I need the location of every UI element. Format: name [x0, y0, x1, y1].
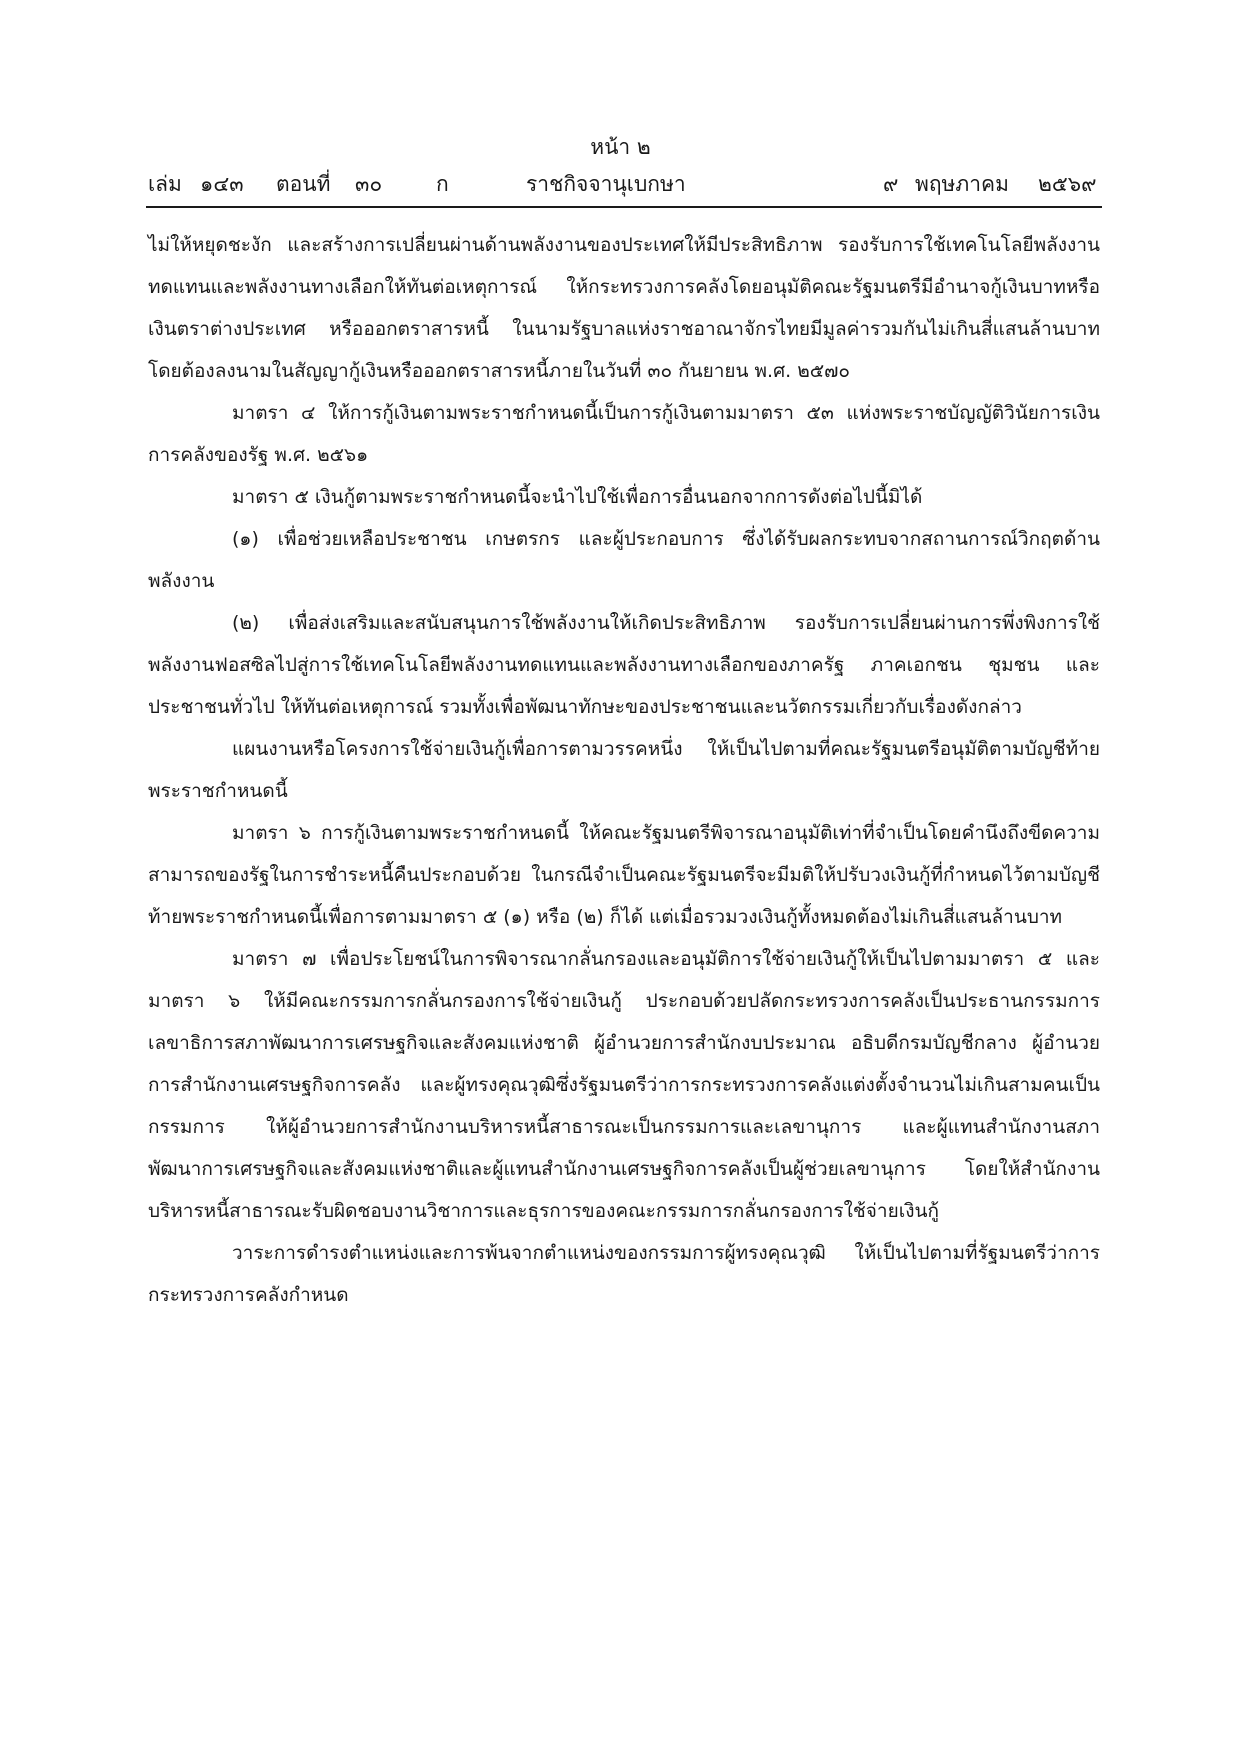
section-5-item-2: (๒) เพื่อส่งเสริมและสนับสนุนการใช้พลังงานให้เกิดประสิทธิภาพ รองรับการเปลี่ยนผ่านการพึ่งพิงการใช้พลังงานฟอสซิลไปสู่การใช้เทคโนโลยีพลังงานทดแทนและพลังงานทางเลือกของภาครัฐ ภาคเอกชน ชุมชน และประชาชนทั่วไป ให้ทันต่อเหตุการณ์ รวมทั้งเพื่อพัฒนาทักษะของประชาชนและนวัตกรรมเกี่ยวกับเรื่องดังกล่าว	[148, 612, 1100, 718]
paragraph-continuation: ไม่ให้หยุดชะงัก และสร้างการเปลี่ยนผ่านด้านพลังงานของประเทศให้มีประสิทธิภาพ รองรับการใช้เทคโนโลยีพลังงานทดแทนและพลังงานทางเลือกให้ทันต่อเหตุการณ์ ให้กระทรวงการคลังโดยอนุมัติคณะรัฐมนตรีมีอำนาจกู้เงินบาทหรือเงินตราต่างประเทศ หรือออกตราสารหนี้ ในนามรัฐบาลแห่งราชอาณาจักรไทยมีมูลค่ารวมกันไม่เกินสี่แสนล้านบาท โดยต้องลงนามในสัญญากู้เงินหรือออกตราสารหนี้ภายในวันที่ ๓๐ กันยายน พ.ศ. ๒๕๗๐	[148, 234, 1100, 382]
part-label: ตอนที่	[276, 172, 331, 196]
gazette-header	[148, 169, 1100, 201]
gazette-name: ราชกิจจานุเบกษา	[526, 172, 686, 196]
volume-label: เล่ม	[148, 172, 182, 196]
section-4-paragraph: มาตรา ๔ ให้การกู้เงินตามพระราชกำหนดนี้เป็นการกู้เงินตามมาตรา ๕๓ แห่งพระราชบัญญัติวินัยการเงินการคลังของรัฐ พ.ศ. ๒๕๖๑	[148, 402, 1100, 466]
page-number: หน้า ๒	[590, 135, 651, 159]
date-day: ๙	[883, 172, 899, 196]
section-5-paragraph: มาตรา ๕ เงินกู้ตามพระราชกำหนดนี้จะนำไปใช้เพื่อการอื่นนอกจากการดังต่อไปนี้มิได้	[232, 486, 923, 508]
section-5-item-1: (๑) เพื่อช่วยเหลือประชาชน เกษตรกร และผู้ประกอบการ ซึ่งได้รับผลกระทบจากสถานการณ์วิกฤตด้านพลังงาน	[148, 528, 1100, 592]
document-body	[148, 224, 1100, 1316]
date-year: ๒๕๖๙	[1038, 172, 1097, 196]
section-7-term-paragraph: วาระการดำรงตำแหน่งและการพ้นจากตำแหน่งของกรรมการผู้ทรงคุณวุฒิ ให้เป็นไปตามที่รัฐมนตรีว่าการกระทรวงการคลังกำหนด	[148, 1242, 1100, 1306]
volume-number: ๑๔๓	[200, 172, 244, 196]
section-letter: ก	[436, 172, 449, 196]
date-month: พฤษภาคม	[915, 172, 1009, 196]
header-divider	[146, 206, 1102, 208]
section-7-paragraph: มาตรา ๗ เพื่อประโยชน์ในการพิจารณากลั่นกรองและอนุมัติการใช้จ่ายเงินกู้ให้เป็นไปตามมาตรา ๕ และมาตรา ๖ ให้มีคณะกรรมการกลั่นกรองการใช้จ่ายเงินกู้ ประกอบด้วยปลัดกระทรวงการคลังเป็นประธานกรรมการ เลขาธิการสภาพัฒนาการเศรษฐกิจและสังคมแห่งชาติ ผู้อำนวยการสำนักงบประมาณ อธิบดีกรมบัญชีกลาง ผู้อำนวยการสำนักงานเศรษฐกิจการคลัง และผู้ทรงคุณวุฒิซึ่งรัฐมนตรีว่าการกระทรวงการคลังแต่งตั้งจำนวนไม่เกินสามคนเป็นกรรมการ ให้ผู้อำนวยการสำนักงานบริหารหนี้สาธารณะเป็นกรรมการและเลขานุการ และผู้แทนสำนักงานสภาพัฒนาการเศรษฐกิจและสังคมแห่งชาติและผู้แทนสำนักงานเศรษฐกิจการคลังเป็นผู้ช่วยเลขานุการ โดยให้สำนักงานบริหารหนี้สาธารณะรับผิดชอบงานวิชาการและธุรการของคณะกรรมการกลั่นกรองการใช้จ่ายเงินกู้	[148, 948, 1100, 1222]
section-6-paragraph: มาตรา ๖ การกู้เงินตามพระราชกำหนดนี้ ให้คณะรัฐมนตรีพิจารณาอนุมัติเท่าที่จำเป็นโดยคำนึงถึงขีดความสามารถของรัฐในการชำระหนี้คืนประกอบด้วย ในกรณีจำเป็นคณะรัฐมนตรีจะมีมติให้ปรับวงเงินกู้ที่กำหนดไว้ตามบัญชีท้ายพระราชกำหนดนี้เพื่อการตามมาตรา ๕ (๑) หรือ (๒) ก็ได้ แต่เมื่อรวมวงเงินกู้ทั้งหมดต้องไม่เกินสี่แสนล้านบาท	[148, 822, 1100, 928]
part-number: ๓๐	[355, 172, 383, 196]
section-5-plan-paragraph: แผนงานหรือโครงการใช้จ่ายเงินกู้เพื่อการตามวรรคหนึ่ง ให้เป็นไปตามที่คณะรัฐมนตรีอนุมัติตามบัญชีท้ายพระราชกำหนดนี้	[148, 738, 1100, 802]
